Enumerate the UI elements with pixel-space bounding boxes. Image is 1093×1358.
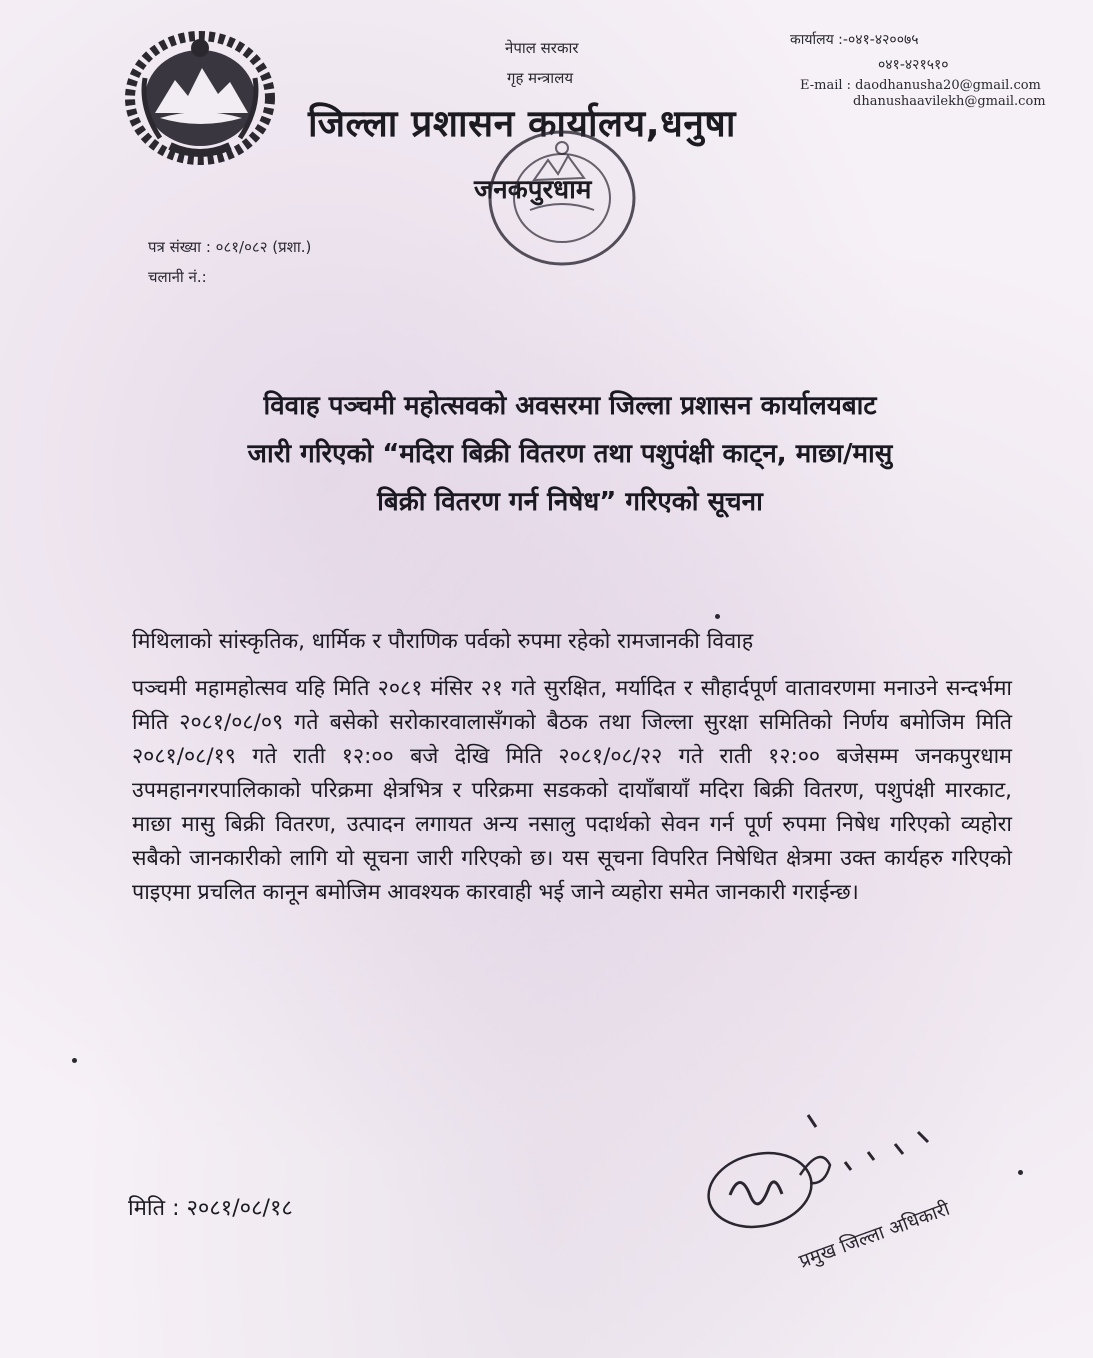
ministry-name: गृह मन्त्रालय xyxy=(507,69,574,87)
dispatch-number: चलानी नं.: xyxy=(148,268,207,286)
government-block xyxy=(505,33,578,93)
phone-label: कार्यालय : xyxy=(790,32,843,48)
email-label: E-mail : xyxy=(800,78,852,93)
notice-title-line: जारी गरिएको “मदिरा बिक्री वितरण तथा पशुपंक्षी काट्न, माछा/मासु xyxy=(247,439,893,469)
notice-body xyxy=(132,625,1012,910)
phone-line-2 xyxy=(790,53,1046,78)
notice-title xyxy=(120,382,1020,526)
signature-icon xyxy=(690,1100,990,1300)
signatory-title: प्रमुख जिल्ला अधिकारी xyxy=(796,1197,953,1273)
body-paragraph-1: मिथिलाको सांस्कृतिक, धार्मिक र पौराणिक पर्वको रुपमा रहेको रामजानकी विवाह xyxy=(132,629,754,654)
notice-title-line: बिक्री वितरण गर्न निषेध” गरिएको सूचना xyxy=(377,487,763,517)
email-address-2: dhanushaavilekh@gmail.com xyxy=(853,94,1046,109)
nepal-emblem-icon xyxy=(120,18,280,168)
email-line-2 xyxy=(853,94,1046,110)
email-line-1 xyxy=(800,78,1046,94)
letter-number: पत्र संख्या : ०८१/०८२ (प्रशा.) xyxy=(148,238,312,256)
email-address-1: daodhanusha20@gmail.com xyxy=(855,78,1041,93)
ink-dot xyxy=(715,614,720,619)
government-name: नेपाल सरकार xyxy=(505,39,579,57)
office-city: जनकपुरधाम xyxy=(474,175,592,205)
issue-date: मिति : २०८१/०८/१८ xyxy=(128,1196,293,1221)
notice-title-line: विवाह पञ्चमी महोत्सवको अवसरमा जिल्ला प्रशासन कार्यालयबाट xyxy=(263,391,877,421)
office-title: जिल्ला प्रशासन कार्यालय,धनुषा xyxy=(308,102,736,145)
ink-dot xyxy=(1018,1170,1023,1175)
phone-number-1: -०४१-४२००७५ xyxy=(842,32,919,48)
ink-dot xyxy=(72,1058,77,1063)
phone-line-1 xyxy=(790,28,1046,53)
official-stamp-icon xyxy=(472,118,652,278)
phone-number-2: ०४१-४२१५१० xyxy=(878,57,949,73)
reference-block xyxy=(148,232,311,292)
contact-block xyxy=(790,28,1046,110)
body-paragraph-2: पञ्चमी महामहोत्सव यहि मिति २०८१ मंसिर २१ गते सुरक्षित, मर्यादित र सौहार्दपूर्ण वातावरणमा मनाउने सन्दर्भमा मिति २०८१/०८/०९ गते बसेको सरोकारवालासँगको बैठक तथा जिल्ला सुरक्षा समितिको निर्णय बमोजिम मिति २०८१/०८/१९ गते राती १२:०० बजे देखि मिति २०८१/०८/२२ गते राती १२:०० बजेसम्म जनकपुरधाम उपमहानगरपालिकाको परिक्रमा क्षेत्रभित्र र परिक्रमा सडकको दायाँबायाँ मदिरा बिक्री वितरण, पशुपंक्षी मारकाट, माछा मासु बिक्री वितरण, उत्पादन लगायत अन्य नसालु पदार्थको सेवन गर्न पूर्ण रुपमा निषेध गरिएको व्यहोरा सबैको जानकारीको लागि यो सूचना जारी गरिएको छ। यस सूचना विपरित निषेधित क्षेत्रमा उक्त कार्यहरु गरिएको पाइएमा प्रचलित कानून बमोजिम आवश्यक कारवाही भई जाने व्यहोरा समेत जानकारी गराईन्छ। xyxy=(132,676,1012,905)
